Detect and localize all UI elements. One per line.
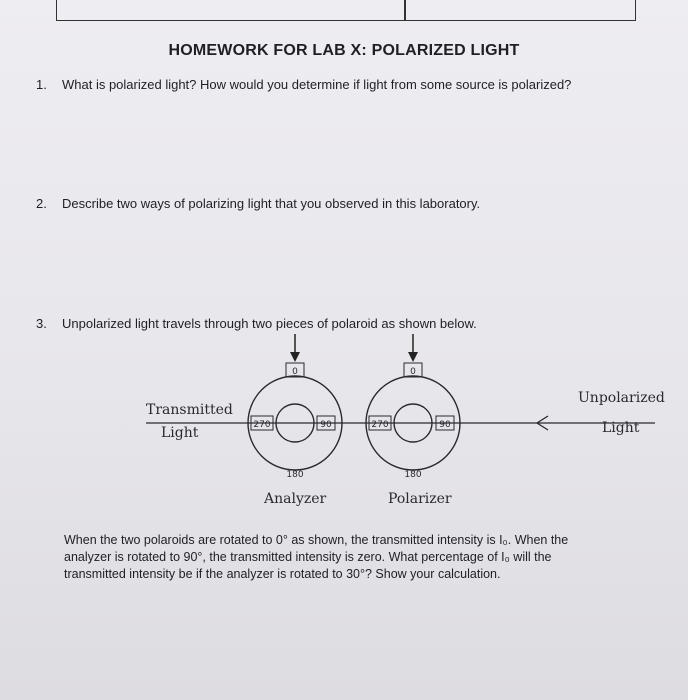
down-arrow-icon [408,334,418,362]
polarizer-mark-0: 0 [410,367,416,377]
analyzer-label: Analyzer [264,491,327,507]
polarizer-polaroid [366,363,460,480]
analyzer-mark-180: 180 [286,470,304,480]
question-3-paragraph: When the two polaroids are rotated to 0° as shown, the transmitted intensity is I₀. When the analyzer is rotated to 90°, the transmitted intensity is zero. What percentage of I₀ will the transmitted intensity be if the analyzer is rotated to 30°? Show your calculation. [64,533,569,581]
question-text: What is polarized light? How would you determine if light from some source is polarized? [62,77,572,92]
analyzer-mark-0: 0 [292,367,298,377]
unpolarized-label-line2: Light [602,420,640,436]
question-text: Unpolarized light travels through two pieces of polaroid as shown below. [62,316,477,331]
unpolarized-label-line1: Unpolarized [578,390,665,406]
question-number: 3. [36,316,47,331]
analyzer-mark-90: 90 [320,420,332,430]
question-number: 2. [36,196,47,211]
top-table-divider [404,0,406,20]
polarizer-mark-270: 270 [371,420,389,430]
down-arrow-icon [290,334,300,362]
polarizer-mark-90: 90 [439,420,451,430]
question-text: Describe two ways of polarizing light that you observed in this laboratory. [62,196,481,211]
top-table-border [56,0,636,21]
transmitted-label-line2: Light [161,425,199,441]
transmitted-label-line1: Transmitted [146,402,233,418]
analyzer-polaroid [248,363,342,480]
polarizer-mark-180: 180 [404,470,422,480]
polarizer-label: Polarizer [388,491,452,507]
question-number: 1. [36,77,47,92]
polaroid-diagram [0,330,688,520]
analyzer-mark-270: 270 [253,420,271,430]
page-title: HOMEWORK FOR LAB X: POLARIZED LIGHT [168,42,520,59]
